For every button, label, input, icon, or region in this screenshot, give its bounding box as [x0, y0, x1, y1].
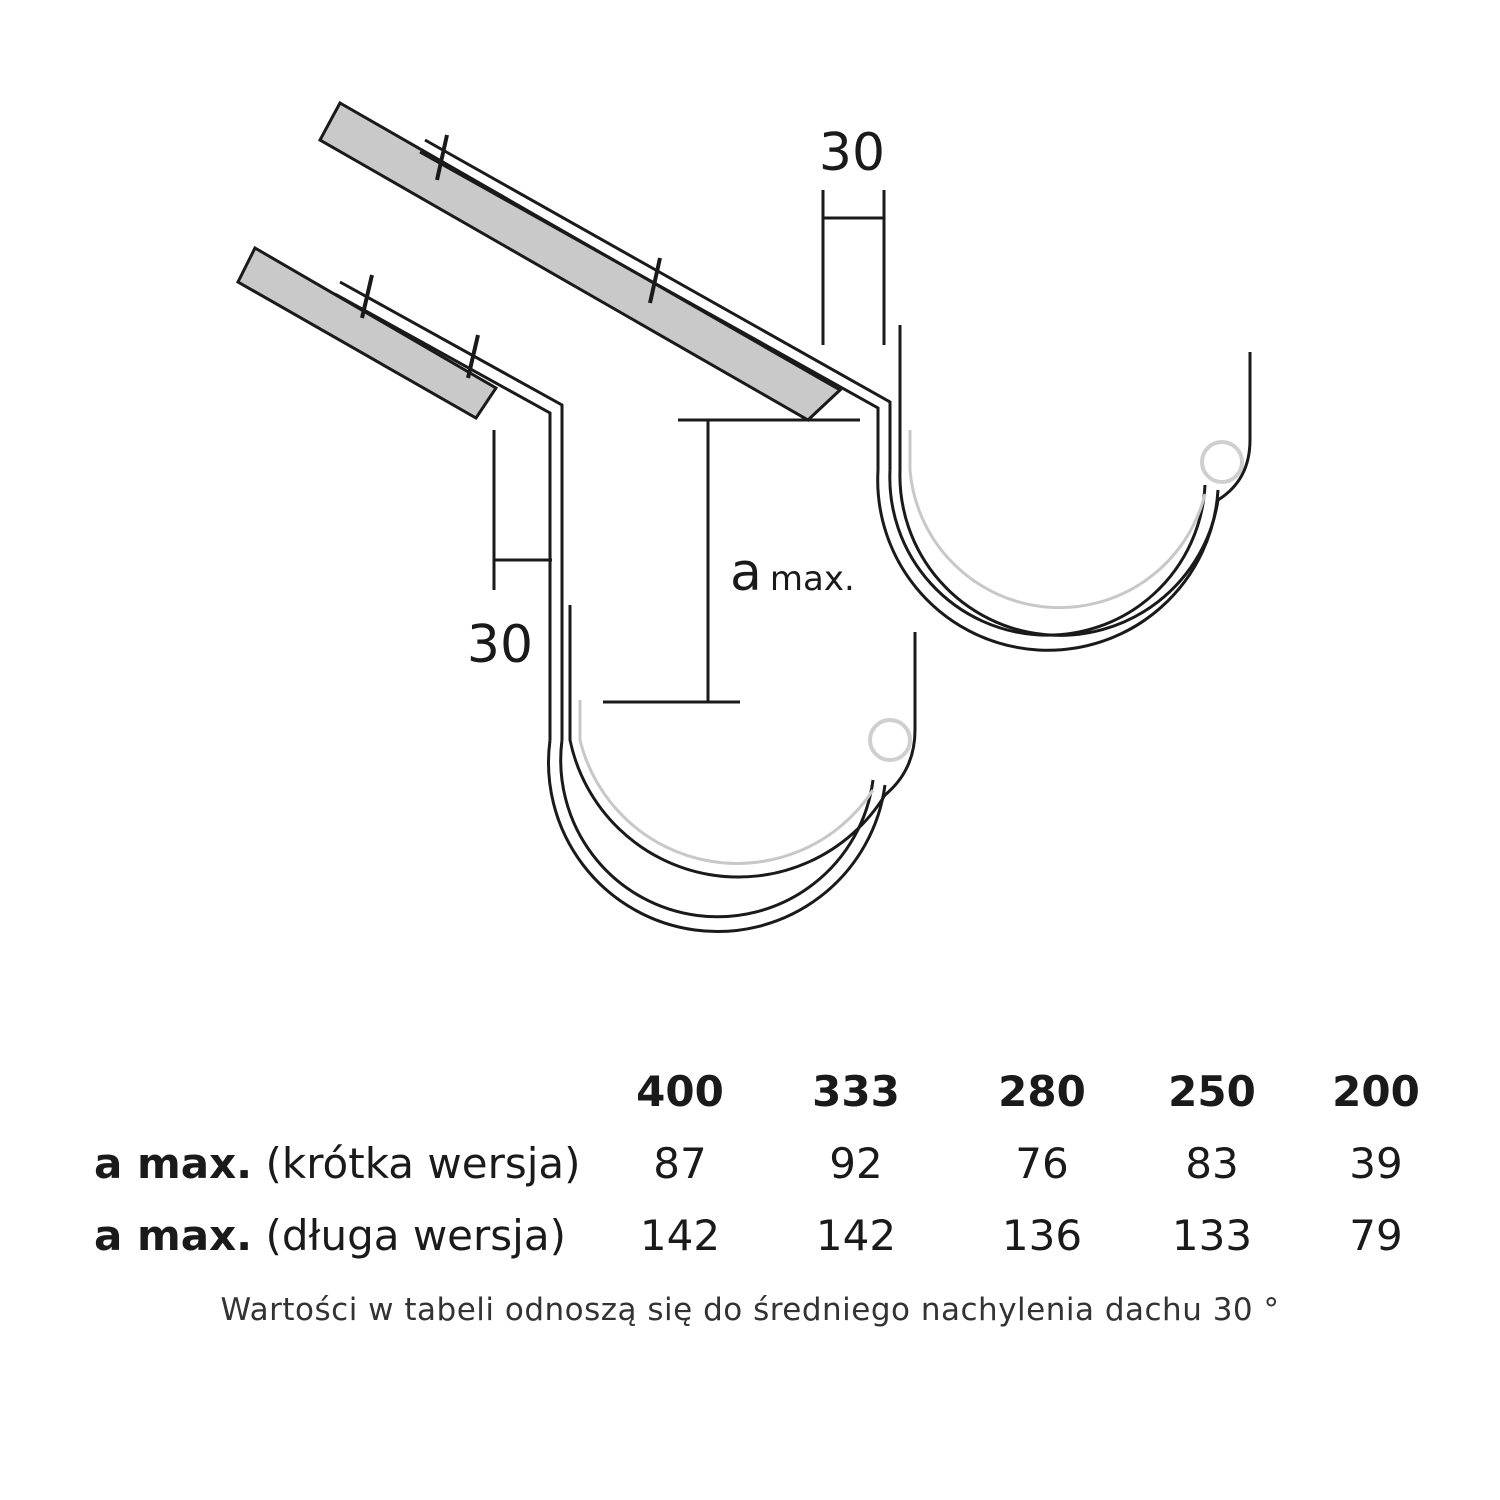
- footnote: Wartości w tabeli odnoszą się do średniego nachylenia dachu 30 °: [220, 1292, 1280, 1328]
- size-header: 400: [636, 1066, 724, 1116]
- gutter-lower: [570, 605, 915, 877]
- dimension-top-label: 30: [818, 123, 886, 183]
- size-header: 280: [998, 1066, 1086, 1116]
- table-cell: 79: [1349, 1210, 1403, 1260]
- roof-board-lower: [238, 248, 496, 418]
- size-header: 200: [1332, 1066, 1420, 1116]
- dimension-left-label: 30: [466, 615, 534, 675]
- table-row: [88, 1127, 1456, 1199]
- table-cell: 87: [653, 1138, 707, 1188]
- row-label: a max. (krótka wersja): [94, 1138, 581, 1188]
- size-header: 250: [1168, 1066, 1256, 1116]
- table-cell: 133: [1171, 1210, 1253, 1260]
- table-cell: 83: [1185, 1138, 1239, 1188]
- table-cell: 39: [1349, 1138, 1403, 1188]
- spec-table: [88, 1055, 1456, 1271]
- table-header-row: [88, 1055, 1456, 1127]
- table-cell: 142: [815, 1210, 897, 1260]
- dimension-a-max-label: amax.: [730, 543, 855, 603]
- table-cell: 92: [829, 1138, 883, 1188]
- table-row: [88, 1199, 1456, 1271]
- table-cell: 142: [639, 1210, 721, 1260]
- row-label: a max. (długa wersja): [94, 1210, 566, 1260]
- table-cell: 136: [1001, 1210, 1083, 1260]
- size-header: 333: [812, 1066, 900, 1116]
- dimension-left-30: [494, 430, 552, 590]
- table-cell: 76: [1015, 1138, 1069, 1188]
- gutter-upper: [900, 325, 1250, 635]
- dimension-top-30: [823, 190, 884, 345]
